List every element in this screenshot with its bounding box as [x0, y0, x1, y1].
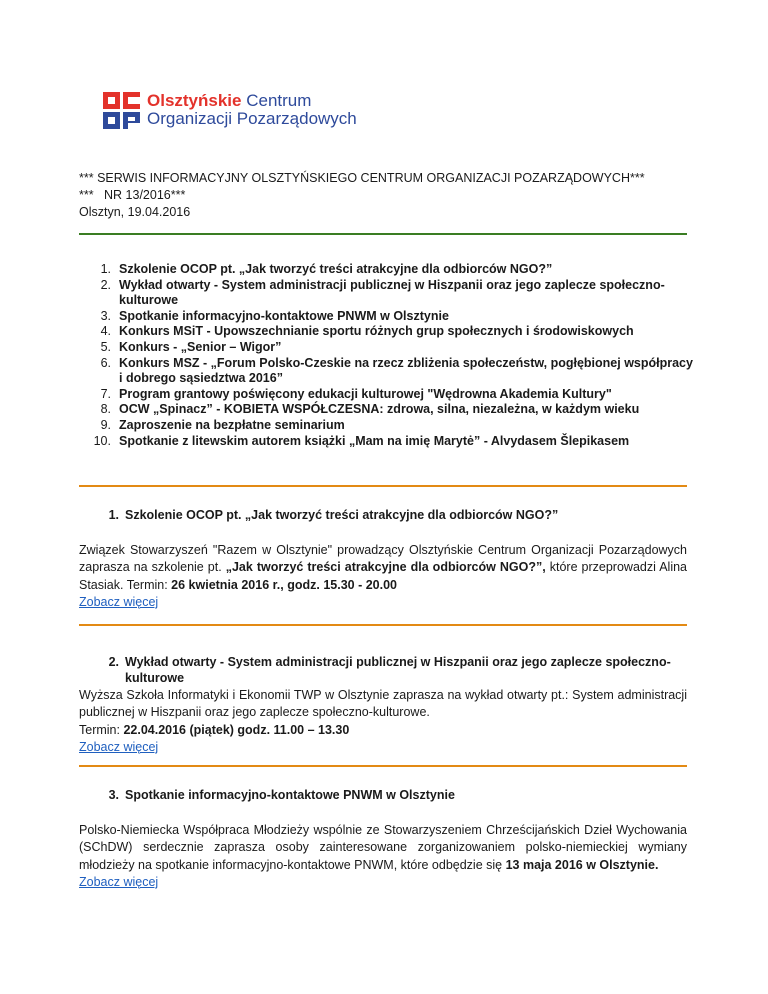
toc-item[interactable]: 4. Konkurs MSiT - Upowszechnianie sportu różnych grup społecznych i środowiskowych — [100, 324, 634, 339]
section-2-title: 2. Wykład otwarty - System administracji publicznej w Hiszpanii oraz jego zaplecze społeczno-kulturowe — [108, 655, 671, 685]
section-3-more-link[interactable]: Zobacz więcej — [79, 874, 159, 889]
logo-name-part1: Olsztyńskie — [147, 91, 242, 110]
toc-item[interactable]: 10. Spotkanie z litewskim autorem książki „Mam na imię Marytė” - Alvydasem Šlepikasem — [93, 433, 630, 448]
logo-name-part2: Centrum — [246, 91, 312, 110]
divider — [79, 765, 687, 767]
toc-item[interactable]: 2. Wykład otwarty - System administracji publicznej w Hiszpanii oraz jego zaplecze społeczno-kulturowe — [100, 277, 665, 308]
logo-name-line2: Organizacji Pozarządowych — [147, 109, 357, 128]
section-3-body: Polsko-Niemiecka Współpraca Młodzieży wspólnie ze Stowarzyszeniem Chrześcijańskich Dzieł Wychowania (SChDW) serdecznie zaprasza osoby zainteresowane zorganizowaniem polsko-niemieckiej wymiany młodzieży na spotkanie informacyjno-kontaktowe PNWM, które odbędzie się 13 maja 2016 w Olsztynie. Zobacz więcej — [79, 823, 687, 889]
divider — [79, 624, 687, 626]
toc-item[interactable]: 8. OCW „Spinacz” - KOBIETA WSPÓŁCZESNA: zdrowa, silna, niezależna, w każdym wieku — [100, 402, 640, 417]
section-2-more-link[interactable]: Zobacz więcej — [79, 739, 159, 754]
header-date: Olsztyn, 19.04.2016 — [79, 205, 191, 219]
section-1-more-link[interactable]: Zobacz więcej — [79, 594, 159, 609]
section-1-body: Związek Stowarzyszeń "Razem w Olsztynie" prowadzący Olsztyńskie Centrum Organizacji Pozarządowych zaprasza na szkolenie pt. „Jak tworzyć treści atrakcyjne dla odbiorców NGO?”, które przeprowadzi Alina Stasiak. Termin: 26 kwietnia 2016 r., godz. 15.30 - 20.00 Zobacz więcej — [79, 543, 687, 609]
section-3-title: 3. Spotkanie informacyjno-kontaktowe PNWM w Olsztynie — [108, 788, 455, 802]
toc-item[interactable]: 6. Konkurs MSZ - „Forum Polsko-Czeskie na rzecz zbliżenia społeczeństw, pogłębionej współpracy i dobrego sąsiedztwa 2016” — [100, 355, 693, 386]
divider — [79, 485, 687, 487]
toc-item[interactable]: 3. Spotkanie informacyjno-kontaktowe PNWM w Olsztynie — [100, 308, 449, 323]
toc-item[interactable]: 7. Program grantowy poświęcony edukacji kulturowej "Wędrowna Akademia Kultury" — [100, 386, 612, 401]
table-of-contents — [79, 262, 699, 449]
ocop-logo-mark-icon — [103, 92, 141, 130]
toc-item[interactable]: 9. Zaproszenie na bezpłatne seminarium — [100, 417, 345, 432]
logo — [103, 92, 357, 130]
header-line-2: *** NR 13/2016*** — [79, 188, 186, 202]
section-2-body: Wyższa Szkoła Informatyki i Ekonomii TWP w Olsztynie zaprasza na wykład otwarty pt.: System administracji publicznej w Hiszpanii oraz jego zaplecze społeczno-kulturowe. Termin: 22.04.2016 (piątek) godz. 11.00 – 13.30 Zobacz więcej — [79, 688, 687, 754]
toc-item[interactable]: 5. Konkurs - „Senior – Wigor” — [100, 339, 282, 354]
section-1-title: 1. Szkolenie OCOP pt. „Jak tworzyć treści atrakcyjne dla odbiorców NGO?” — [108, 508, 559, 522]
divider — [79, 233, 687, 235]
newsletter-header — [79, 170, 645, 221]
header-line-1: *** SERWIS INFORMACYJNY OLSZTYŃSKIEGO CENTRUM ORGANIZACJI POZARZĄDOWYCH*** — [79, 171, 645, 185]
toc-item[interactable]: 1. Szkolenie OCOP pt. „Jak tworzyć treści atrakcyjne dla odbiorców NGO?” — [100, 262, 553, 276]
